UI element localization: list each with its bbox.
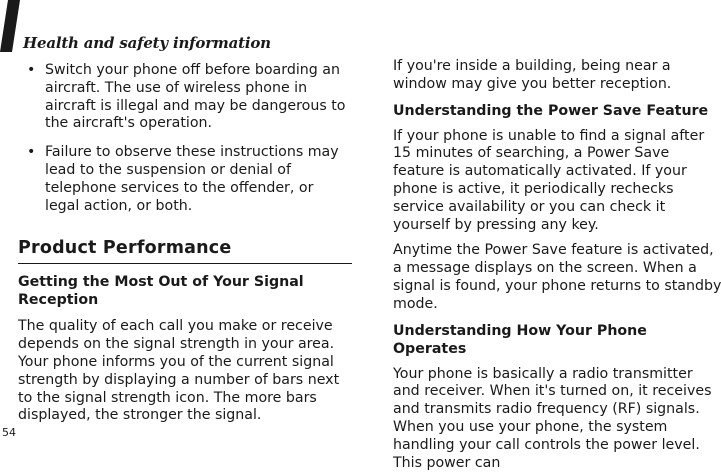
paragraph-building-reception: If you're inside a building, being near a window may give you better reception. — [393, 58, 672, 92]
list-item — [18, 144, 352, 215]
left-column — [18, 58, 352, 425]
subheading-phone-operation: Understanding How Your Phone Operates — [393, 322, 647, 357]
section-title: Product Performance — [18, 237, 352, 264]
subheading-power-save: Understanding the Power Save Feature — [393, 102, 709, 119]
list-item — [18, 62, 352, 133]
bullet-icon: • — [27, 62, 36, 78]
bullet-text: Failure to observe these instructions may lead to the suspension or denial of telephone services to the offender, or legal action, or both. — [45, 144, 339, 214]
bullet-list — [18, 62, 352, 215]
page-number: 54 — [2, 426, 16, 439]
paragraph-power-save-2: Anytime the Power Save feature is activated, a message displays on the screen. When a signal is found, your phone returns to standby mode. — [393, 242, 721, 312]
bullet-text: Switch your phone off before boarding an aircraft. The use of wireless phone in aircraft is illegal and may be dangerous to the aircraft's operation. — [45, 62, 346, 132]
paragraph-phone-operation: Your phone is basically a radio transmitter and receiver. When it's turned on, it receives and transmits radio frequency (RF) signals. When you use your phone, the system handling your call controls the power level. This power can — [393, 365, 712, 471]
subheading-signal-reception: Getting the Most Out of Your Signal Reception — [18, 274, 304, 309]
paragraph-signal-quality: The quality of each call you make or receive depends on the signal strength in your area. Your phone informs you of the current signal strength by displaying a number of bars next to the signal strength icon. The more bars displayed, the stronger the signal. — [18, 318, 340, 424]
page-header-title: Health and safety information — [23, 34, 271, 52]
header-decoration-bar — [0, 0, 20, 52]
right-column — [393, 58, 721, 472]
paragraph-power-save-1: If your phone is unable to find a signal after 15 minutes of searching, a Power Save feature is automatically activated. If your phone is active, it periodically rechecks service availability or you can check it yourself by pressing any key. — [393, 127, 705, 233]
bullet-icon: • — [27, 144, 36, 161]
